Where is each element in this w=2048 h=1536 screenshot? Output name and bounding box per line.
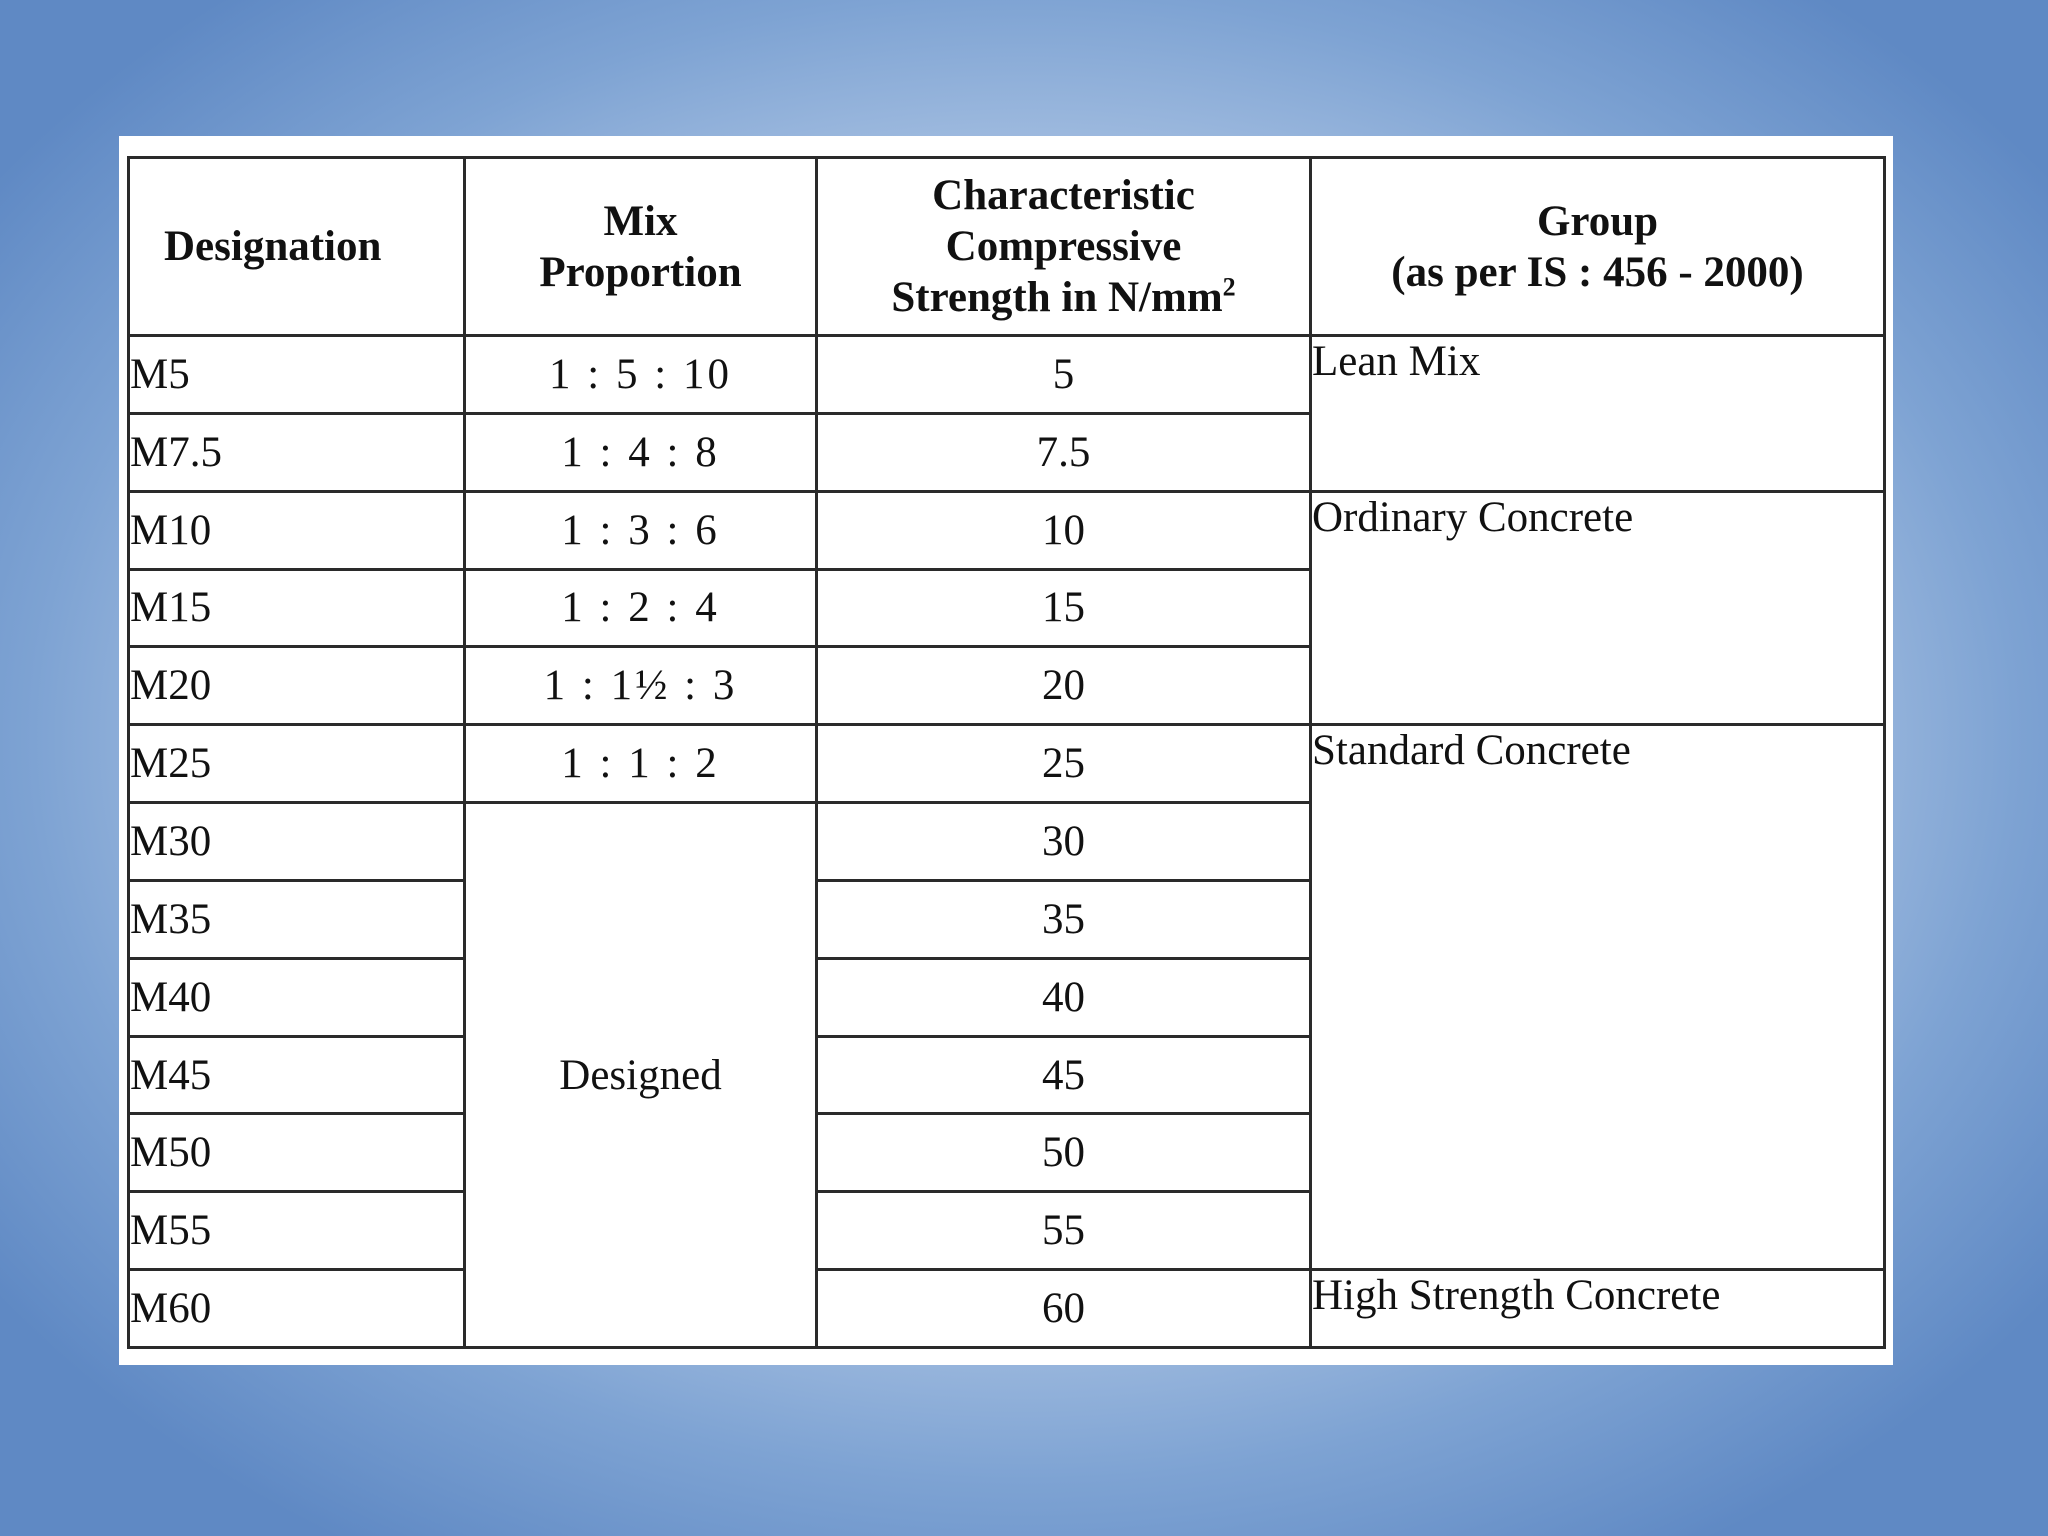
header-strength-line-3	[818, 272, 1309, 323]
strength-cell: 40	[817, 958, 1311, 1036]
mix-designed-cell: Designed	[465, 803, 817, 1348]
header-group-line-1: Group	[1536, 197, 1659, 245]
header-designation: Designation	[129, 158, 465, 336]
group-high-strength-concrete: High Strength Concrete	[1311, 1270, 1885, 1348]
table-row	[129, 1270, 1885, 1348]
group-lean-mix: Lean Mix	[1311, 336, 1885, 492]
strength-cell: 20	[817, 647, 1311, 725]
header-mix-proportion-line-2: Proportion	[539, 248, 742, 296]
strength-cell: 10	[817, 491, 1311, 569]
concrete-grades-table	[127, 156, 1886, 1349]
designation-cell: M50	[129, 1114, 465, 1192]
strength-cell: 5	[817, 336, 1311, 414]
mix-proportion-cell: 1 : 1½ : 3	[465, 647, 817, 725]
strength-cell: 50	[817, 1114, 1311, 1192]
header-strength-line-2: Compressive	[945, 223, 1182, 270]
header-strength-unit-exponent: 2	[1222, 272, 1236, 302]
group-standard-concrete: Standard Concrete	[1311, 725, 1885, 1270]
mix-proportion-cell: 1 : 1 : 2	[465, 725, 817, 803]
header-group-line-2: (as per IS : 456 - 2000)	[1391, 248, 1804, 296]
header-group	[1311, 158, 1885, 336]
designation-cell: M55	[129, 1192, 465, 1270]
strength-cell: 60	[817, 1270, 1311, 1348]
designation-cell: M15	[129, 569, 465, 647]
header-row	[129, 158, 1885, 336]
designation-cell: M20	[129, 647, 465, 725]
designation-cell: M35	[129, 880, 465, 958]
mix-proportion-cell: 1 : 2 : 4	[465, 569, 817, 647]
strength-cell: 45	[817, 1036, 1311, 1114]
table-row	[129, 491, 1885, 569]
designation-cell: M60	[129, 1270, 465, 1348]
designation-cell: M40	[129, 958, 465, 1036]
designation-cell: M10	[129, 491, 465, 569]
designation-cell: M45	[129, 1036, 465, 1114]
table-sheet	[119, 136, 1893, 1365]
strength-cell: 15	[817, 569, 1311, 647]
strength-cell: 55	[817, 1192, 1311, 1270]
mix-proportion-cell: 1 : 5 : 10	[465, 336, 817, 414]
designation-cell: M25	[129, 725, 465, 803]
group-ordinary-concrete: Ordinary Concrete	[1311, 491, 1885, 725]
strength-cell: 7.5	[817, 413, 1311, 491]
header-mix-proportion-line-1: Mix	[603, 197, 678, 245]
table-row	[129, 336, 1885, 414]
header-mix-proportion	[465, 158, 817, 336]
header-strength-line-1: Characteristic	[932, 172, 1195, 219]
header-strength	[817, 158, 1311, 336]
strength-cell: 30	[817, 803, 1311, 881]
designation-cell: M30	[129, 803, 465, 881]
strength-cell: 25	[817, 725, 1311, 803]
mix-proportion-cell: 1 : 3 : 6	[465, 491, 817, 569]
strength-cell: 35	[817, 880, 1311, 958]
designation-cell: M7.5	[129, 413, 465, 491]
header-strength-unit: Strength in N/mm	[891, 274, 1223, 321]
mix-proportion-cell: 1 : 4 : 8	[465, 413, 817, 491]
designation-cell: M5	[129, 336, 465, 414]
table-row	[129, 725, 1885, 803]
